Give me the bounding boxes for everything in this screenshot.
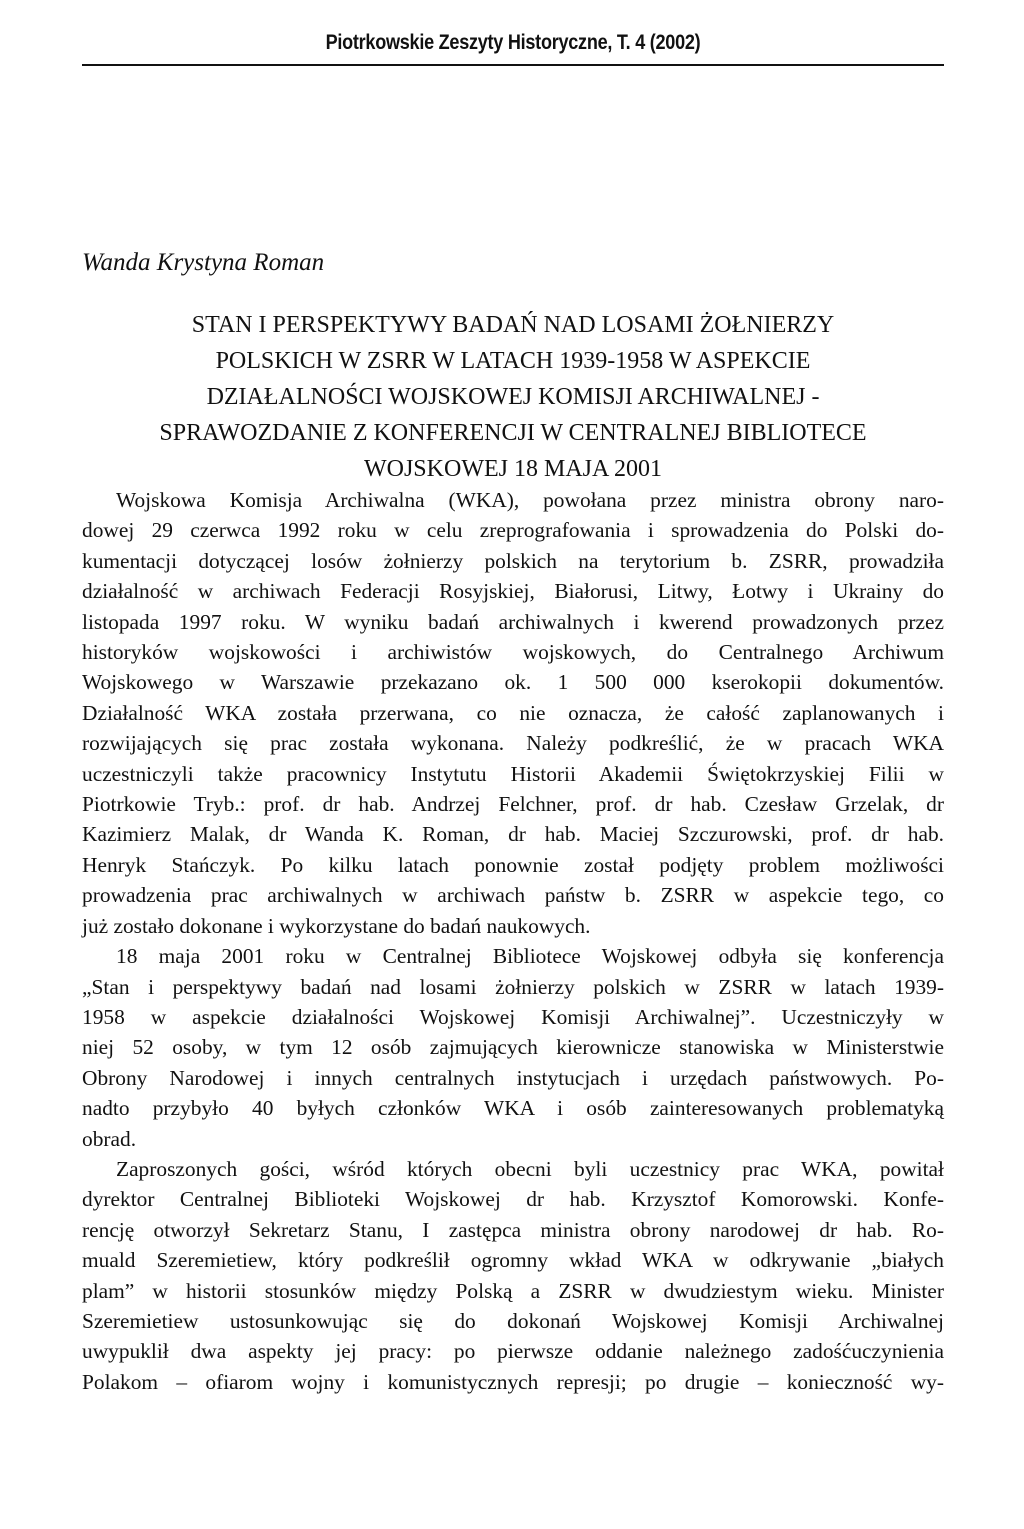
article-body [82,485,944,1397]
text-line: kumentacji dotyczącej losów żołnierzy polskich na terytorium b. ZSRR, prowadziła [82,548,944,573]
text-line: Polakom – ofiarom wojny i komunistycznych represji; po drugie – konieczność wy- [82,1369,944,1394]
title-line: WOJSKOWEJ 18 MAJA 2001 [363,456,662,482]
text-line: muald Szeremietiew, który podkreślił ogromny wkład WKA w odkrywanie „białych [82,1248,944,1273]
text-line: 1958 w aspekcie działalności Wojskowej Komisji Archiwalnej”. Uczestniczyły w [82,1004,944,1029]
text-line: nadto przybyło 40 byłych członków WKA i osób zainteresowanych problematyką [82,1096,944,1121]
text-line: prowadzenia prac archiwalnych w archiwach państw b. ZSRR w aspekcie tego, co [82,883,944,908]
text-line: 18 maja 2001 roku w Centralnej Bibliotece Wojskowej odbyła się konferencja [116,944,944,969]
text-line: Henryk Stańczyk. Po kilku latach ponownie został podjęty problem możliwości [82,852,944,877]
title-line: STAN I PERSPEKTYWY BADAŃ NAD LOSAMI ŻOŁNIERZY [191,312,835,338]
text-line: Obrony Narodowej i innych centralnych instytucjach i urzędach państwowych. Po- [82,1065,944,1090]
text-line: już zostało dokonane i wykorzystane do badań naukowych. [82,913,591,938]
text-line: Piotrkowie Tryb.: prof. dr hab. Andrzej Felchner, prof. dr hab. Czesław Grzelak, dr [82,792,944,817]
text-line: Wojskowa Komisja Archiwalna (WKA), powołana przez ministra obrony naro- [116,488,944,512]
text-line: działalność w archiwach Federacji Rosyjskiej, Białorusi, Litwy, Łotwy i Ukrainy do [82,579,944,604]
journal-header: Piotrkowskie Zeszyty Historyczne, T. 4 (2002) [325,31,701,54]
text-line: „Stan i perspektywy badań nad losami żołnierzy polskich w ZSRR w latach 1939- [82,974,944,999]
text-line: niej 52 osoby, w tym 12 osób zajmujących kierownicze stanowiska w Ministerstwie [82,1035,944,1060]
text-line: dowej 29 czerwca 1992 roku w celu zreprografowania i sprowadzenia do Polski do- [82,518,944,543]
paragraph-3 [82,1154,944,1397]
title-line: DZIAŁALNOŚCI WOJSKOWEJ KOMISJI ARCHIWALNEJ - [206,384,820,410]
article-title [82,307,944,487]
text-line: dyrektor Centralnej Biblioteki Wojskowej dr hab. Krzysztof Komorowski. Konfe- [82,1187,944,1212]
text-line: rencję otworzył Sekretarz Stanu, I zastępca ministra obrony narodowej dr hab. Ro- [82,1217,944,1242]
text-line: Szeremietiew ustosunkowując się do dokonań Wojskowej Komisji Archiwalnej [82,1308,944,1333]
header-rule [82,64,944,66]
author-name: Wanda Krystyna Roman [82,249,325,276]
title-line: POLSKICH W ZSRR W LATACH 1939-1958 W ASPEKCIE [215,348,811,374]
text-line: Kazimierz Malak, dr Wanda K. Roman, dr hab. Maciej Szczurowski, prof. dr hab. [82,822,944,847]
text-line: historyków wojskowości i archiwistów wojskowych, do Centralnego Archiwum [82,640,944,665]
text-line: obrad. [82,1126,137,1151]
text-line: uczestniczyli także pracownicy Instytutu Historii Akademii Świętokrzyskiej Filii w [82,761,944,786]
paragraph-1 [82,485,944,941]
paragraph-2 [82,941,944,1154]
text-line: plam” w historii stosunków między Polską a ZSRR w dwudziestym wieku. Minister [82,1278,944,1303]
text-line: uwypuklił dwa aspekty jej pracy: po pierwsze oddanie należnego zadośćuczynienia [82,1339,944,1364]
text-line: listopada 1997 roku. W wyniku badań archiwalnych i kwerend prowadzonych przez [82,609,944,634]
text-line: Zaproszonych gości, wśród których obecni byli uczestnicy prac WKA, powitał [116,1156,944,1181]
text-line: Działalność WKA została przerwana, co nie oznacza, że całość zaplanowanych i [82,700,944,725]
text-line: Wojskowego w Warszawie przekazano ok. 1 500 000 kserokopii dokumentów. [82,670,944,695]
text-line: rozwijających się prac została wykonana. Należy podkreślić, że w pracach WKA [82,731,944,756]
title-line: SPRAWOZDANIE Z KONFERENCJI W CENTRALNEJ BIBLIOTECE [159,420,867,446]
